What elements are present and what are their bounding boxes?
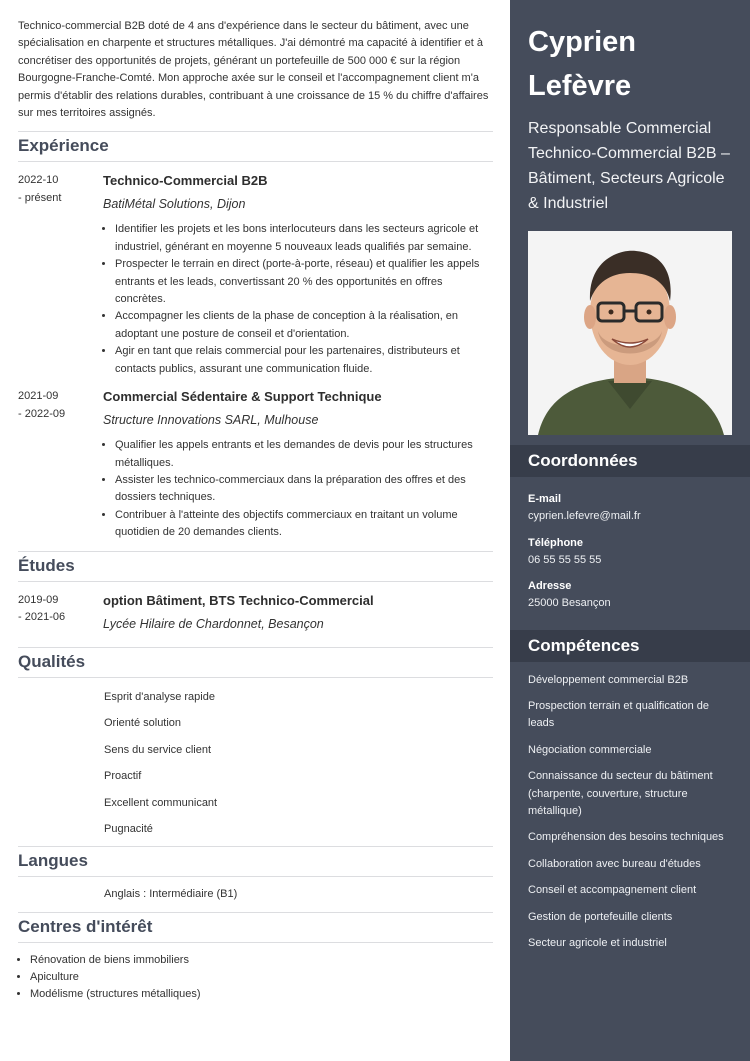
job-headline: Responsable Commercial Technico-Commercial B2B – Bâtiment, Secteurs Agricole & Industriel	[528, 120, 730, 212]
interest-item: • Rénovation de biens immobiliers	[30, 952, 493, 969]
quality-item: Proactif	[104, 770, 142, 783]
bullet: • Agir en tant que relais commercial pour les partenaires, distributeurs et contacts publics, assurant une communication fluide.	[115, 343, 493, 378]
skill-item: Secteur agricole et industriel	[528, 936, 667, 949]
skill-item: Collaboration avec bureau d'études	[528, 857, 701, 870]
portrait-illustration	[528, 231, 732, 435]
experience-bullets	[103, 221, 493, 378]
company: Structure Innovations SARL, Mulhouse	[103, 413, 319, 428]
quality-item: Excellent communicant	[104, 796, 218, 809]
contact-email	[510, 491, 750, 526]
section-education-heading: Études	[18, 551, 493, 582]
qualities-list	[104, 684, 493, 843]
email-value[interactable]: cyprien.lefevre@mail.fr	[528, 510, 641, 522]
language-item: Anglais : Intermédiaire (B1)	[104, 887, 238, 900]
company: BatiMétal Solutions, Dijon	[103, 197, 246, 212]
skill-item: Négociation commerciale	[528, 743, 652, 756]
bullet: • Identifier les projets et les bons interlocuteurs dans les secteurs agricole et industriel, générant en moyenne 5 nouveaux leads qualifiés par semaine.	[115, 221, 493, 256]
contact-address	[510, 578, 750, 613]
skill-item: Conseil et accompagnement client	[528, 884, 697, 897]
contact-heading: Coordonnées	[510, 445, 750, 477]
job-title: Commercial Sédentaire & Support Technique	[103, 389, 382, 405]
phone-value[interactable]: 06 55 55 55 55	[528, 553, 602, 566]
phone-label: Téléphone	[528, 536, 584, 549]
section-interests-heading: Centres d'intérêt	[18, 912, 493, 943]
bullet: • Qualifier les appels entrants et les demandes de devis pour les structures métalliques.	[115, 437, 493, 472]
main-column	[18, 18, 493, 1004]
interest-item: • Apiculture	[30, 969, 493, 986]
address-value: 25000 Besançon	[528, 597, 611, 609]
experience-dates: 2021-09 - 2022-09	[18, 390, 66, 420]
experience-entry	[18, 172, 493, 378]
bullet: • Assister les technico-commerciaux dans la préparation des offres et des dossiers techniques.	[115, 472, 493, 507]
skill-item: Compréhension des besoins techniques	[528, 831, 724, 844]
interest-item: • Modélisme (structures métalliques)	[30, 986, 493, 1003]
education-dates: 2019-09 - 2021-06	[18, 593, 66, 624]
skill-item: Connaissance du secteur du bâtiment (charpente, couverture, structure métallique)	[528, 770, 713, 817]
experience-dates: 2022-10 - présent	[18, 174, 62, 204]
profile-photo	[528, 231, 732, 435]
section-qualities-heading: Qualités	[18, 647, 493, 678]
school: Lycée Hilaire de Chardonnet, Besançon	[103, 616, 324, 631]
email-label: E-mail	[528, 493, 562, 505]
summary: Technico-commercial B2B doté de 4 ans d'expérience dans le secteur du bâtiment, avec une spécialisation en charpente et structures métalliques. J'ai démontré ma capacité à identifier et à concrétiser des opportunités de projets, générant un portefeuille de 500 000 € sur la région Bourgogne-Franche-Comté. Mon approche axée sur le conseil et l'accompagnement client m'a permis d'établir des relations durables, contribuant à une croissance de 15 % du chiffre d'affaires sur mes territoires assignés.	[18, 20, 489, 120]
section-languages-heading: Langues	[18, 846, 493, 877]
quality-item: Sens du service client	[104, 743, 211, 756]
quality-item: Pugnacité	[104, 823, 153, 836]
experience-bullets	[103, 437, 493, 541]
education-entry	[18, 592, 493, 633]
interests-list	[18, 952, 493, 1004]
sidebar	[510, 0, 750, 1061]
bullet: • Prospecter le terrain en direct (porte-à-porte, réseau) et qualifier les appels entrants et les leads, convertissant 20 % des opportunités en offres concrètes.	[115, 256, 493, 308]
bullet: • Contribuer à l'atteinte des objectifs commerciaux en traitant un volume quotidien de 20 demandes clients.	[115, 507, 493, 542]
experience-entry	[18, 388, 493, 541]
quality-item: Orienté solution	[104, 717, 182, 730]
candidate-name: Cyprien Lefèvre	[528, 26, 636, 102]
skill-item: Gestion de portefeuille clients	[528, 910, 673, 923]
job-title: Technico-Commercial B2B	[103, 173, 268, 189]
skill-item: Prospection terrain et qualification de leads	[528, 699, 709, 730]
skills-list	[510, 662, 750, 953]
quality-item: Esprit d'analyse rapide	[104, 690, 215, 703]
skills-heading: Compétences	[510, 630, 750, 662]
address-label: Adresse	[528, 580, 572, 592]
contact-phone	[510, 535, 750, 570]
skill-item: Développement commercial B2B	[528, 673, 689, 686]
section-experience-heading: Expérience	[18, 131, 493, 162]
degree: option Bâtiment, BTS Technico-Commercial	[103, 592, 374, 608]
bullet: • Accompagner les clients de la phase de conception à la réalisation, en adoptant une posture de conseil et d'orientation.	[115, 308, 493, 343]
